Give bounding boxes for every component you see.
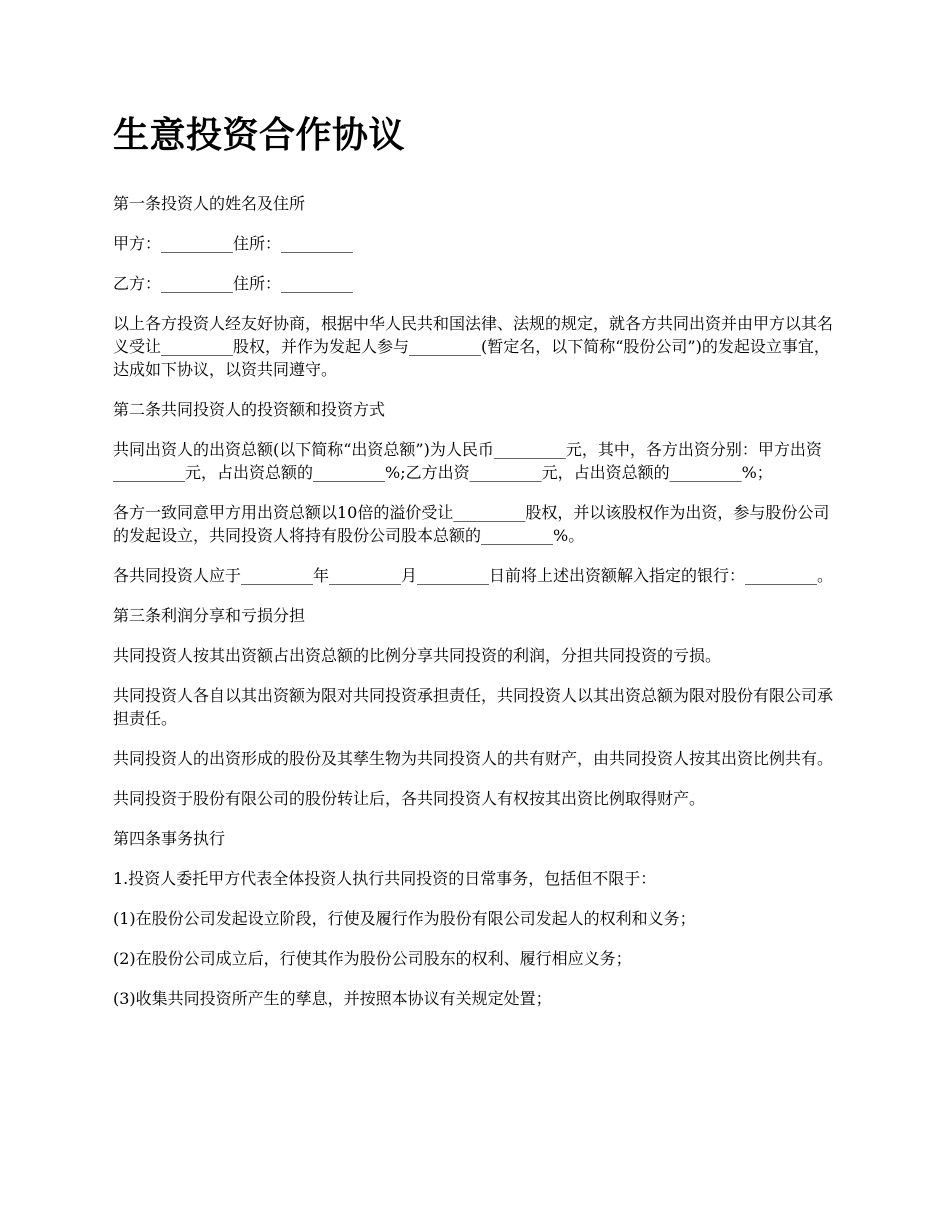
list-item-1-2: (2)在股份公司成立后，行使其作为股份公司股东的权利、履行相应义务； <box>113 949 632 968</box>
paragraph-liability: 共同投资人各自以其出资额为限对共同投资承担责任，共同投资人以其出资总额为限对股份有限公司承担责任。 <box>113 686 834 728</box>
paragraph-share-transfer: 共同投资于股份有限公司的股份转让后，各共同投资人有权按其出资比例取得财产。 <box>113 789 706 808</box>
document-page <box>113 110 840 1027</box>
paragraph-payment-deadline: 各共同投资人应于_________年_________月_________日前将上述出资额解入指定的银行：_________。 <box>113 566 834 585</box>
party-a-line: 甲方：_________住所：_________ <box>113 234 354 253</box>
section-heading-1: 第一条投资人的姓名及住所 <box>113 194 306 213</box>
list-item-1-3: (3)收集共同投资所产生的孳息，并按照本协议有关规定处置； <box>113 989 552 1008</box>
paragraph-profit-sharing: 共同投资人按其出资额占出资总额的比例分享共同投资的利润，分担共同投资的亏损。 <box>113 646 722 665</box>
party-b-line: 乙方：_________住所：_________ <box>113 274 354 293</box>
document-title: 生意投资合作协议 <box>113 115 406 156</box>
section-heading-3: 第三条利润分享和亏损分担 <box>113 606 306 625</box>
list-item-1-1: (1)在股份公司发起设立阶段，行使及履行作为股份有限公司发起人的权利和义务； <box>113 909 696 928</box>
paragraph-intro: 以上各方投资人经友好协商，根据中华人民共和国法律、法规的规定，就各方共同出资并由甲方以其名义受让_________股权，并作为发起人参与_________(暂定名，以下简称“股份公司”)的发起设立事宜，达成如下协议，以资共同遵守。 <box>113 314 834 379</box>
paragraph-total-investment: 共同出资人的出资总额(以下简称“出资总额”)为人民币_________元，其中，各方出资分别：甲方出资_________元，占出资总额的_________%;乙方出资_________元，占出资总额的_________%； <box>113 440 822 482</box>
paragraph-joint-property: 共同投资人的出资形成的股份及其孳生物为共同投资人的共有财产，由共同投资人按其出资比例共有。 <box>113 749 834 768</box>
list-item-1: 1.投资人委托甲方代表全体投资人执行共同投资的日常事务，包括但不限于： <box>113 869 657 888</box>
section-heading-4: 第四条事务执行 <box>113 829 226 848</box>
section-heading-2: 第二条共同投资人的投资额和投资方式 <box>113 400 386 419</box>
paragraph-premium-transfer: 各方一致同意甲方用出资总额以10倍的溢价受让_________股权，并以该股权作为出资，参与股份公司的发起设立，共同投资人将持有股份公司股本总额的_________%。 <box>113 503 830 545</box>
